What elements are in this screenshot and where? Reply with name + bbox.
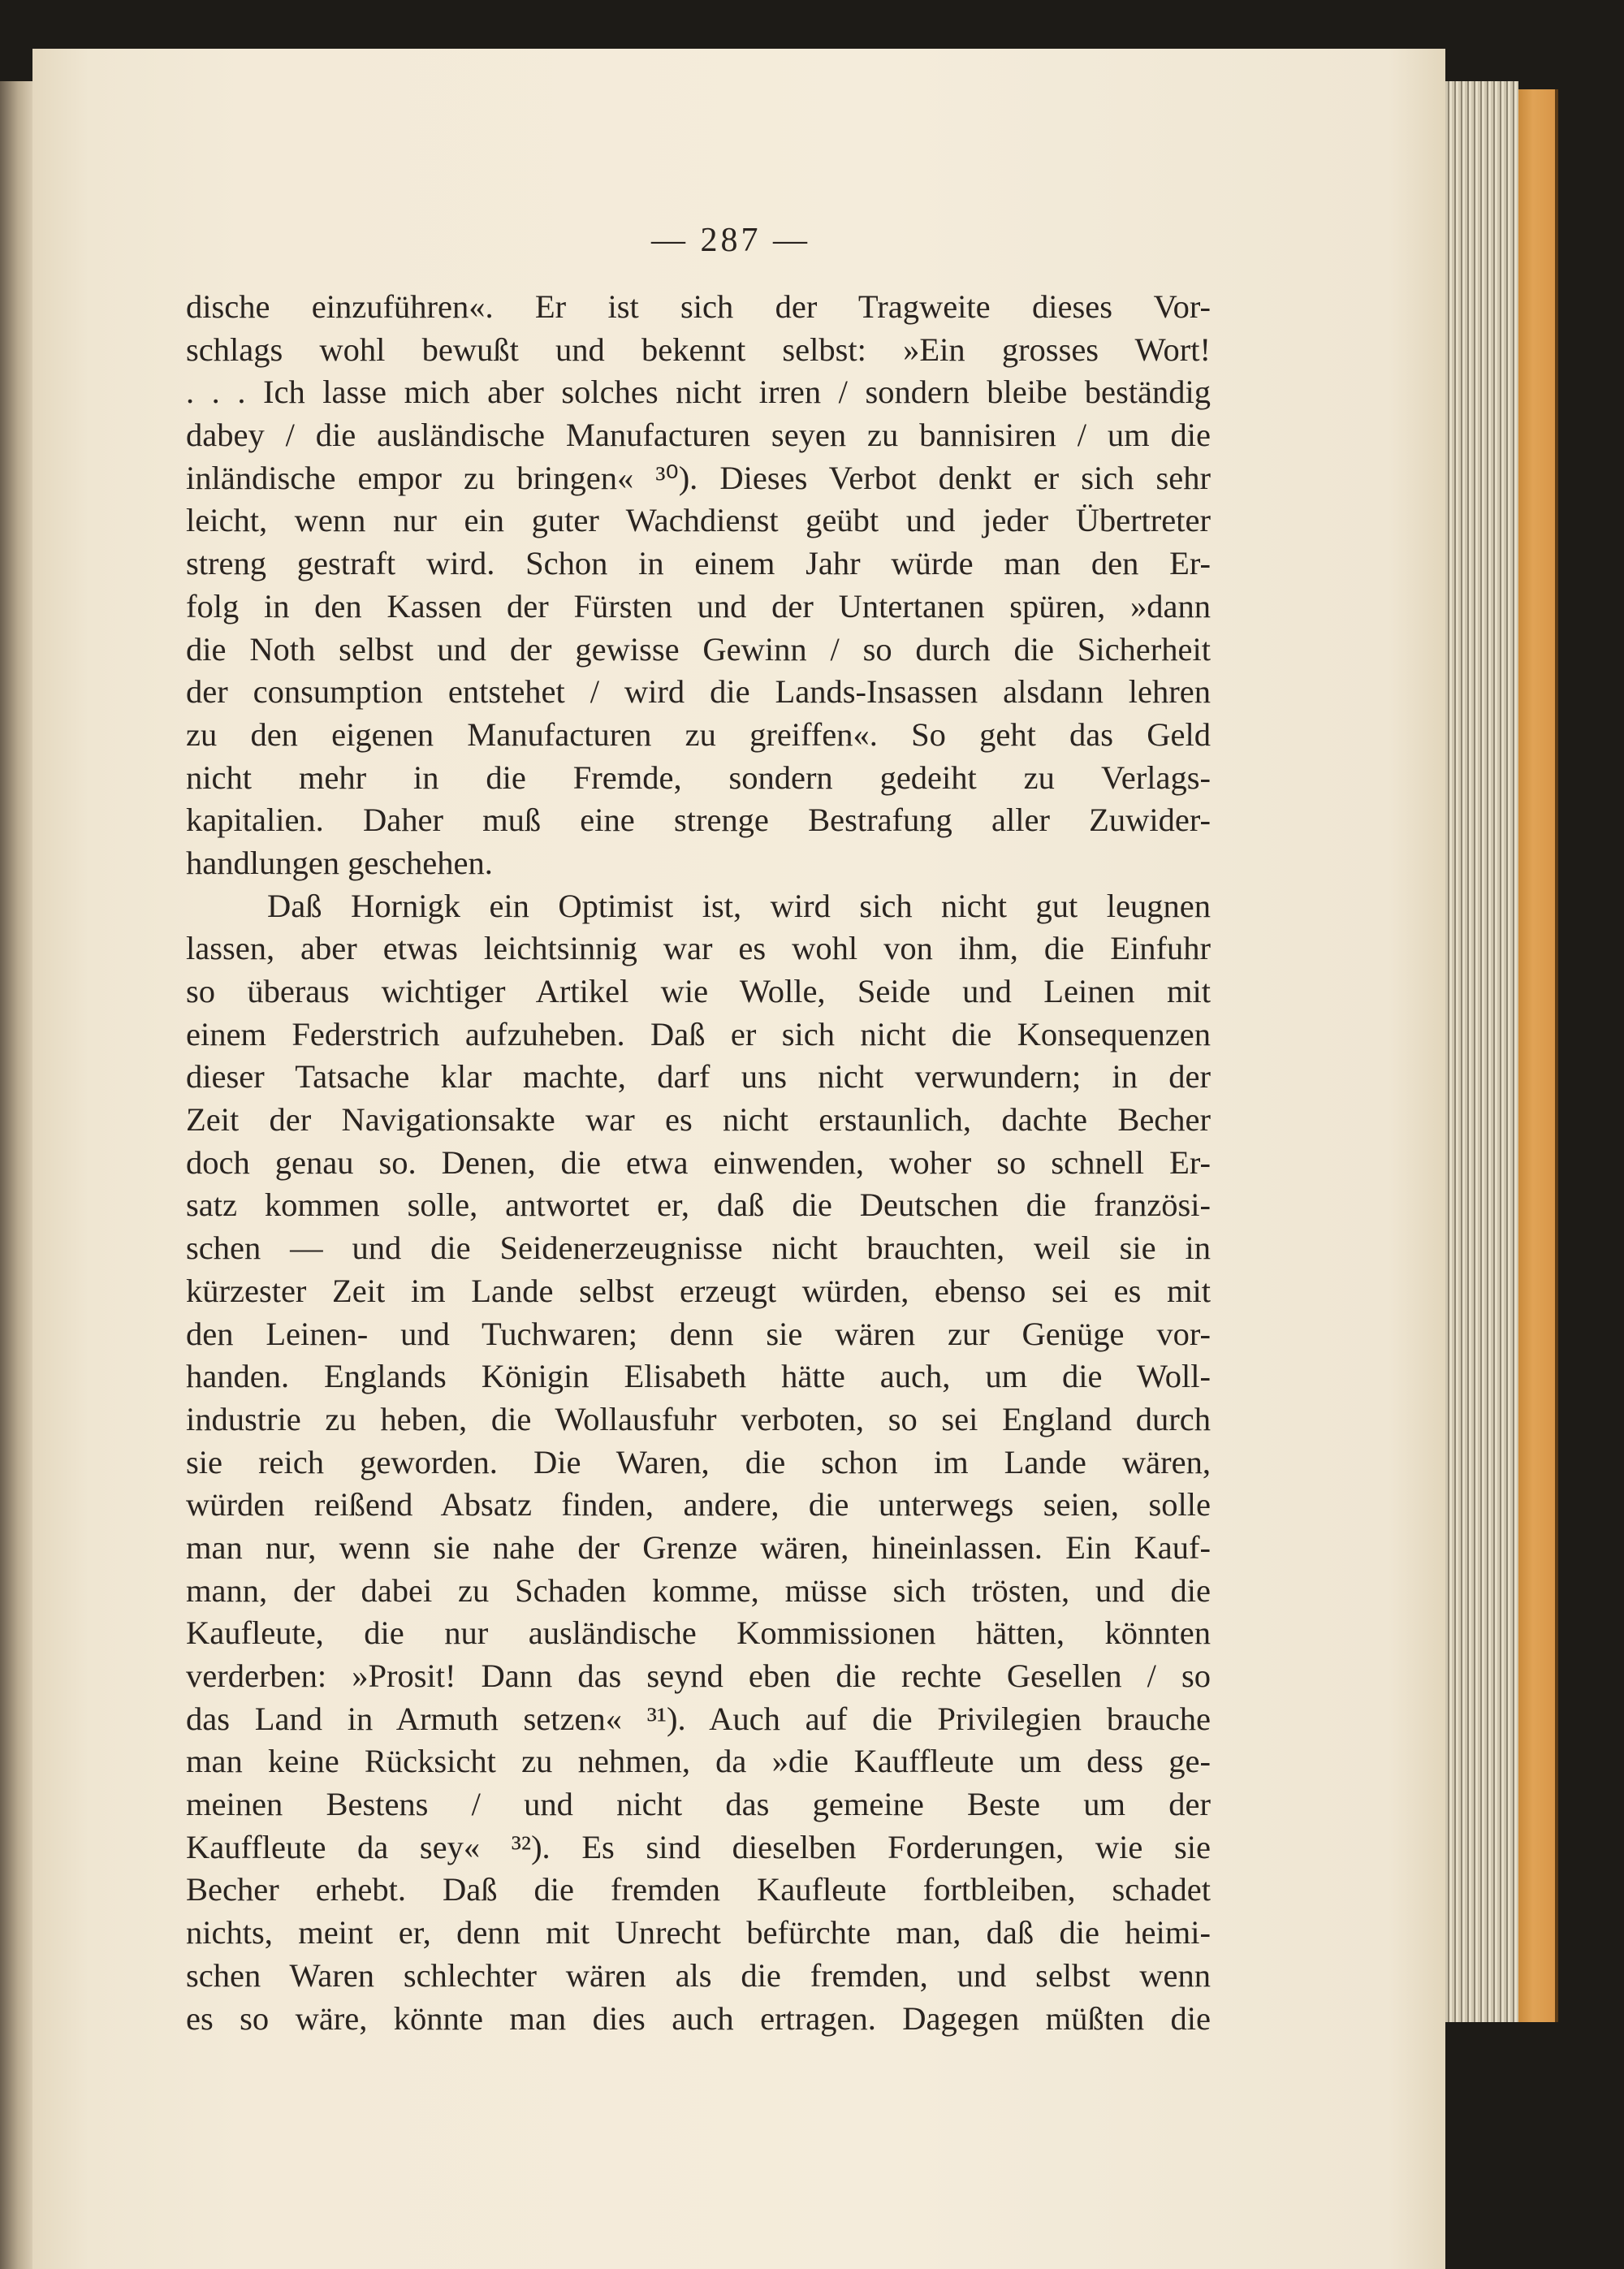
text-line: streng gestraft wird. Schon in einem Jahr würde man den Er- bbox=[186, 545, 1211, 582]
text-line: leicht, wenn nur ein guter Wachdienst geübt und jeder Übertreter bbox=[186, 502, 1211, 539]
text-line: nichts, meint er, denn mit Unrecht befürchte man, daß die heimi- bbox=[186, 1914, 1211, 1951]
text-line: schen — und die Seidenerzeugnisse nicht brauchten, weil sie in bbox=[186, 1230, 1211, 1267]
text-line: die Noth selbst und der gewisse Gewinn / so durch die Sicherheit bbox=[186, 630, 1211, 668]
text-line: man keine Rücksicht zu nehmen, da »die Kauffleute um dess ge- bbox=[186, 1743, 1211, 1780]
text-line: meinen Bestens / und nicht das gemeine Beste um der bbox=[186, 1786, 1211, 1823]
text-line: das Land in Armuth setzen« ³¹). Auch auf die Privilegien brauche bbox=[186, 1700, 1211, 1737]
text-line: Kaufleute, die nur ausländische Kommissionen hätten, könnten bbox=[186, 1614, 1211, 1652]
left-page-edge bbox=[0, 81, 32, 2269]
text-line: dabey / die ausländische Manufacturen seyen zu bannisiren / um die bbox=[186, 417, 1211, 454]
text-line: dieser Tatsache klar machte, darf uns nicht verwundern; in der bbox=[186, 1058, 1211, 1096]
text-line: so überaus wichtiger Artikel wie Wolle, Seide und Leinen mit bbox=[186, 973, 1211, 1009]
text-line: lassen, aber etwas leichtsinnig war es wohl von ihm, die Einfuhr bbox=[186, 930, 1211, 967]
text-line: verderben: »Prosit! Dann das seynd eben die rechte Gesellen / so bbox=[186, 1657, 1211, 1694]
text-line: kapitalien. Daher muß eine strenge Bestrafung aller Zuwider- bbox=[186, 802, 1211, 839]
text-line: kürzester Zeit im Lande selbst erzeugt würden, ebenso sei es mit bbox=[186, 1272, 1211, 1309]
text-line: Kauffleute da sey« ³²). Es sind dieselben Forderungen, wie sie bbox=[186, 1828, 1211, 1865]
text-line: inländische empor zu bringen« ³⁰). Dieses Verbot denkt er sich sehr bbox=[186, 459, 1211, 496]
text-line: folg in den Kassen der Fürsten und der Untertanen spüren, »dann bbox=[186, 587, 1211, 625]
text-line: handen. Englands Königin Elisabeth hätte auch, um die Woll- bbox=[186, 1358, 1211, 1395]
text-line: nicht mehr in die Fremde, sondern gedeiht zu Verlags- bbox=[186, 758, 1211, 796]
page-edges bbox=[1445, 81, 1518, 2022]
text-line: einem Federstrich aufzuheben. Daß er sich nicht die Konsequenzen bbox=[186, 1015, 1211, 1052]
text-line: zu den eigenen Manufacturen zu greiffen«. So geht das Geld bbox=[186, 715, 1211, 753]
text-line: Becher erhebt. Daß die fremden Kaufleute fortbleiben, schadet bbox=[186, 1871, 1211, 1908]
text-line: den Leinen- und Tuchwaren; denn sie wären zur Genüge vor- bbox=[186, 1315, 1211, 1352]
body-text bbox=[186, 286, 1211, 2040]
text-line: Daß Hornigk ein Optimist ist, wird sich nicht gut leugnen bbox=[267, 887, 1211, 924]
text-line: es so wäre, könnte man dies auch ertragen. Dagegen müßten die bbox=[186, 1999, 1211, 2037]
book-cover-edge bbox=[1518, 89, 1558, 2022]
text-line: schen Waren schlechter wären als die fremden, und selbst wenn bbox=[186, 1956, 1211, 1994]
text-line: schlags wohl bewußt und bekennt selbst: »Ein grosses Wort! bbox=[186, 331, 1211, 368]
text-line: der consumption entstehet / wird die Lands-Insassen alsdann lehren bbox=[186, 673, 1211, 711]
text-line: satz kommen solle, antwortet er, daß die Deutschen die französi- bbox=[186, 1186, 1211, 1224]
text-line: industrie zu heben, die Wollausfuhr verboten, so sei England durch bbox=[186, 1400, 1211, 1437]
text-line: mann, der dabei zu Schaden komme, müsse sich trösten, und die bbox=[186, 1571, 1211, 1609]
text-line: . . . Ich lasse mich aber solches nicht irren / sondern bleibe beständig bbox=[186, 374, 1211, 411]
page-number: — 287 — bbox=[651, 222, 810, 259]
text-line: dische einzuführen«. Er ist sich der Tragweite dieses Vor- bbox=[186, 288, 1211, 325]
text-line: man nur, wenn sie nahe der Grenze wären, hineinlassen. Ein Kauf- bbox=[186, 1528, 1211, 1566]
text-line: würden reißend Absatz finden, andere, die unterwegs seien, solle bbox=[186, 1486, 1211, 1523]
text-line: doch genau so. Denen, die etwa einwenden, woher so schnell Er- bbox=[186, 1143, 1211, 1181]
text-line: sie reich geworden. Die Waren, die schon im Lande wären, bbox=[186, 1443, 1211, 1480]
text-line: Zeit der Navigationsakte war es nicht erstaunlich, dachte Becher bbox=[186, 1101, 1211, 1139]
text-line: handlungen geschehen. bbox=[186, 844, 493, 881]
